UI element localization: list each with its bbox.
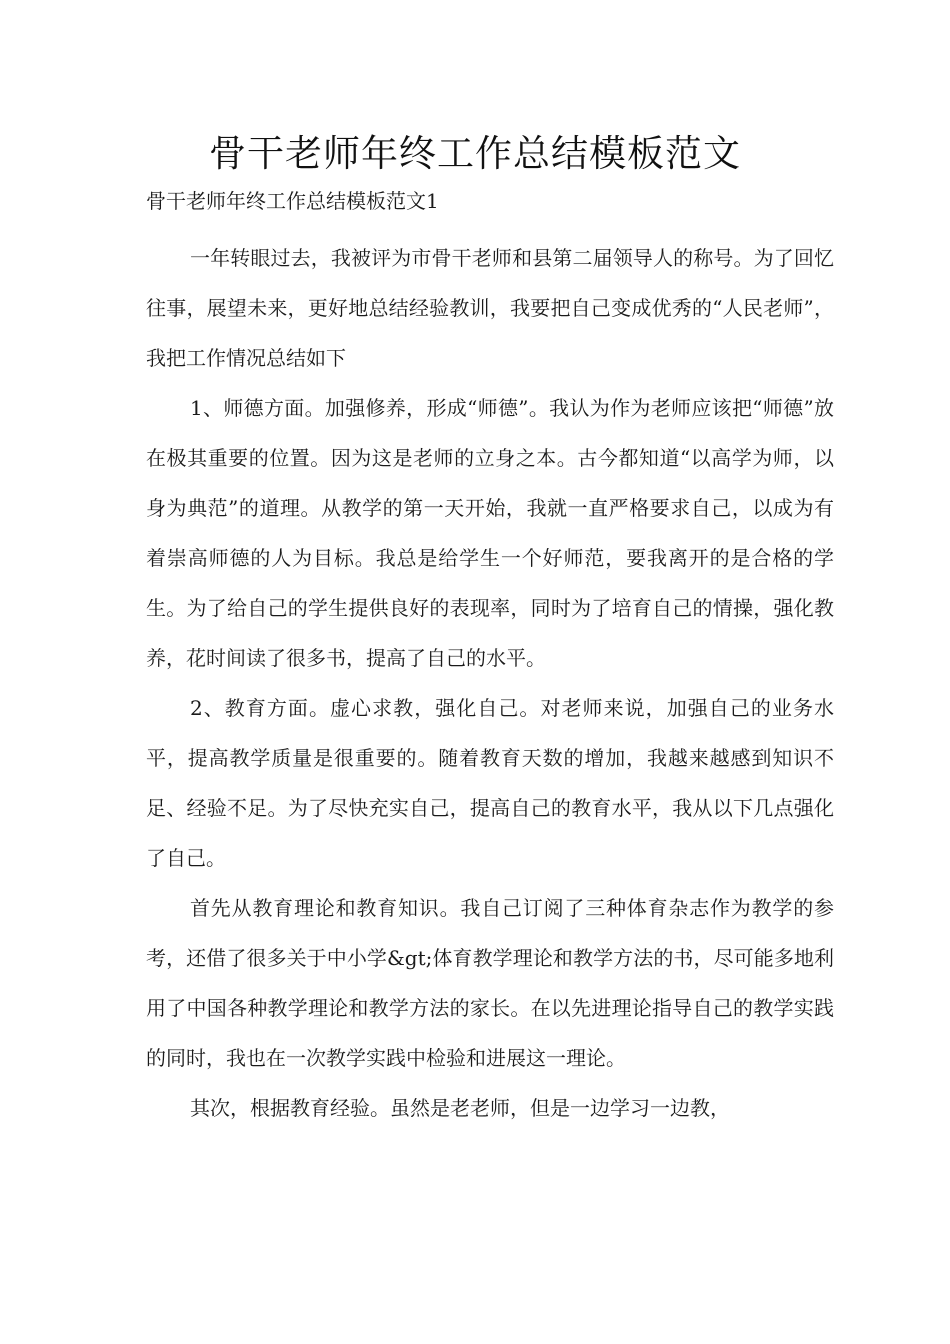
paragraph: 一年转眼过去，我被评为市骨干老师和县第二届领导人的称号。为了回忆往事，展望未来，更好地总结经验教训，我要把自己变成优秀的“人民老师”，我把工作情况总结如下 — [146, 246, 834, 370]
document-title: 骨干老师年终工作总结模板范文 — [209, 132, 741, 175]
paragraph: 1、师德方面。加强修养，形成“师德”。我认为作为老师应该把“师德”放在极其重要的位置。因为这是老师的立身之本。古今都知道“以高学为师，以身为典范”的道理。从教学的第一天开始，我就一直严格要求自己，以成为有着崇高师德的人为目标。我总是给学生一个好师范，要我离开的是合格的学生。为了给自己的学生提供良好的表现率，同时为了培育自己的情操，强化教养，花时间读了很多书，提高了自己的水平。 — [146, 396, 834, 670]
paragraph: 2、教育方面。虚心求教，强化自己。对老师来说，加强自己的业务水平，提高教学质量是很重要的。随着教育天数的增加，我越来越感到知识不足、经验不足。为了尽快充实自己，提高自己的教育水平，我从以下几点强化了自己。 — [146, 696, 834, 870]
document-body — [146, 233, 834, 1133]
document-subtitle: 骨干老师年终工作总结模板范文1 — [146, 189, 439, 213]
paragraph: 其次，根据教育经验。虽然是老老师，但是一边学习一边教， — [190, 1096, 730, 1120]
paragraph: 首先从教育理论和教育知识。我自己订阅了三种体育杂志作为教学的参考，还借了很多关于中小学&gt;体育教学理论和教学方法的书，尽可能多地利用了中国各种教学理论和教学方法的家长。在以先进理论指导自己的教学实践的同时，我也在一次教学实践中检验和进展这一理论。 — [146, 896, 834, 1070]
